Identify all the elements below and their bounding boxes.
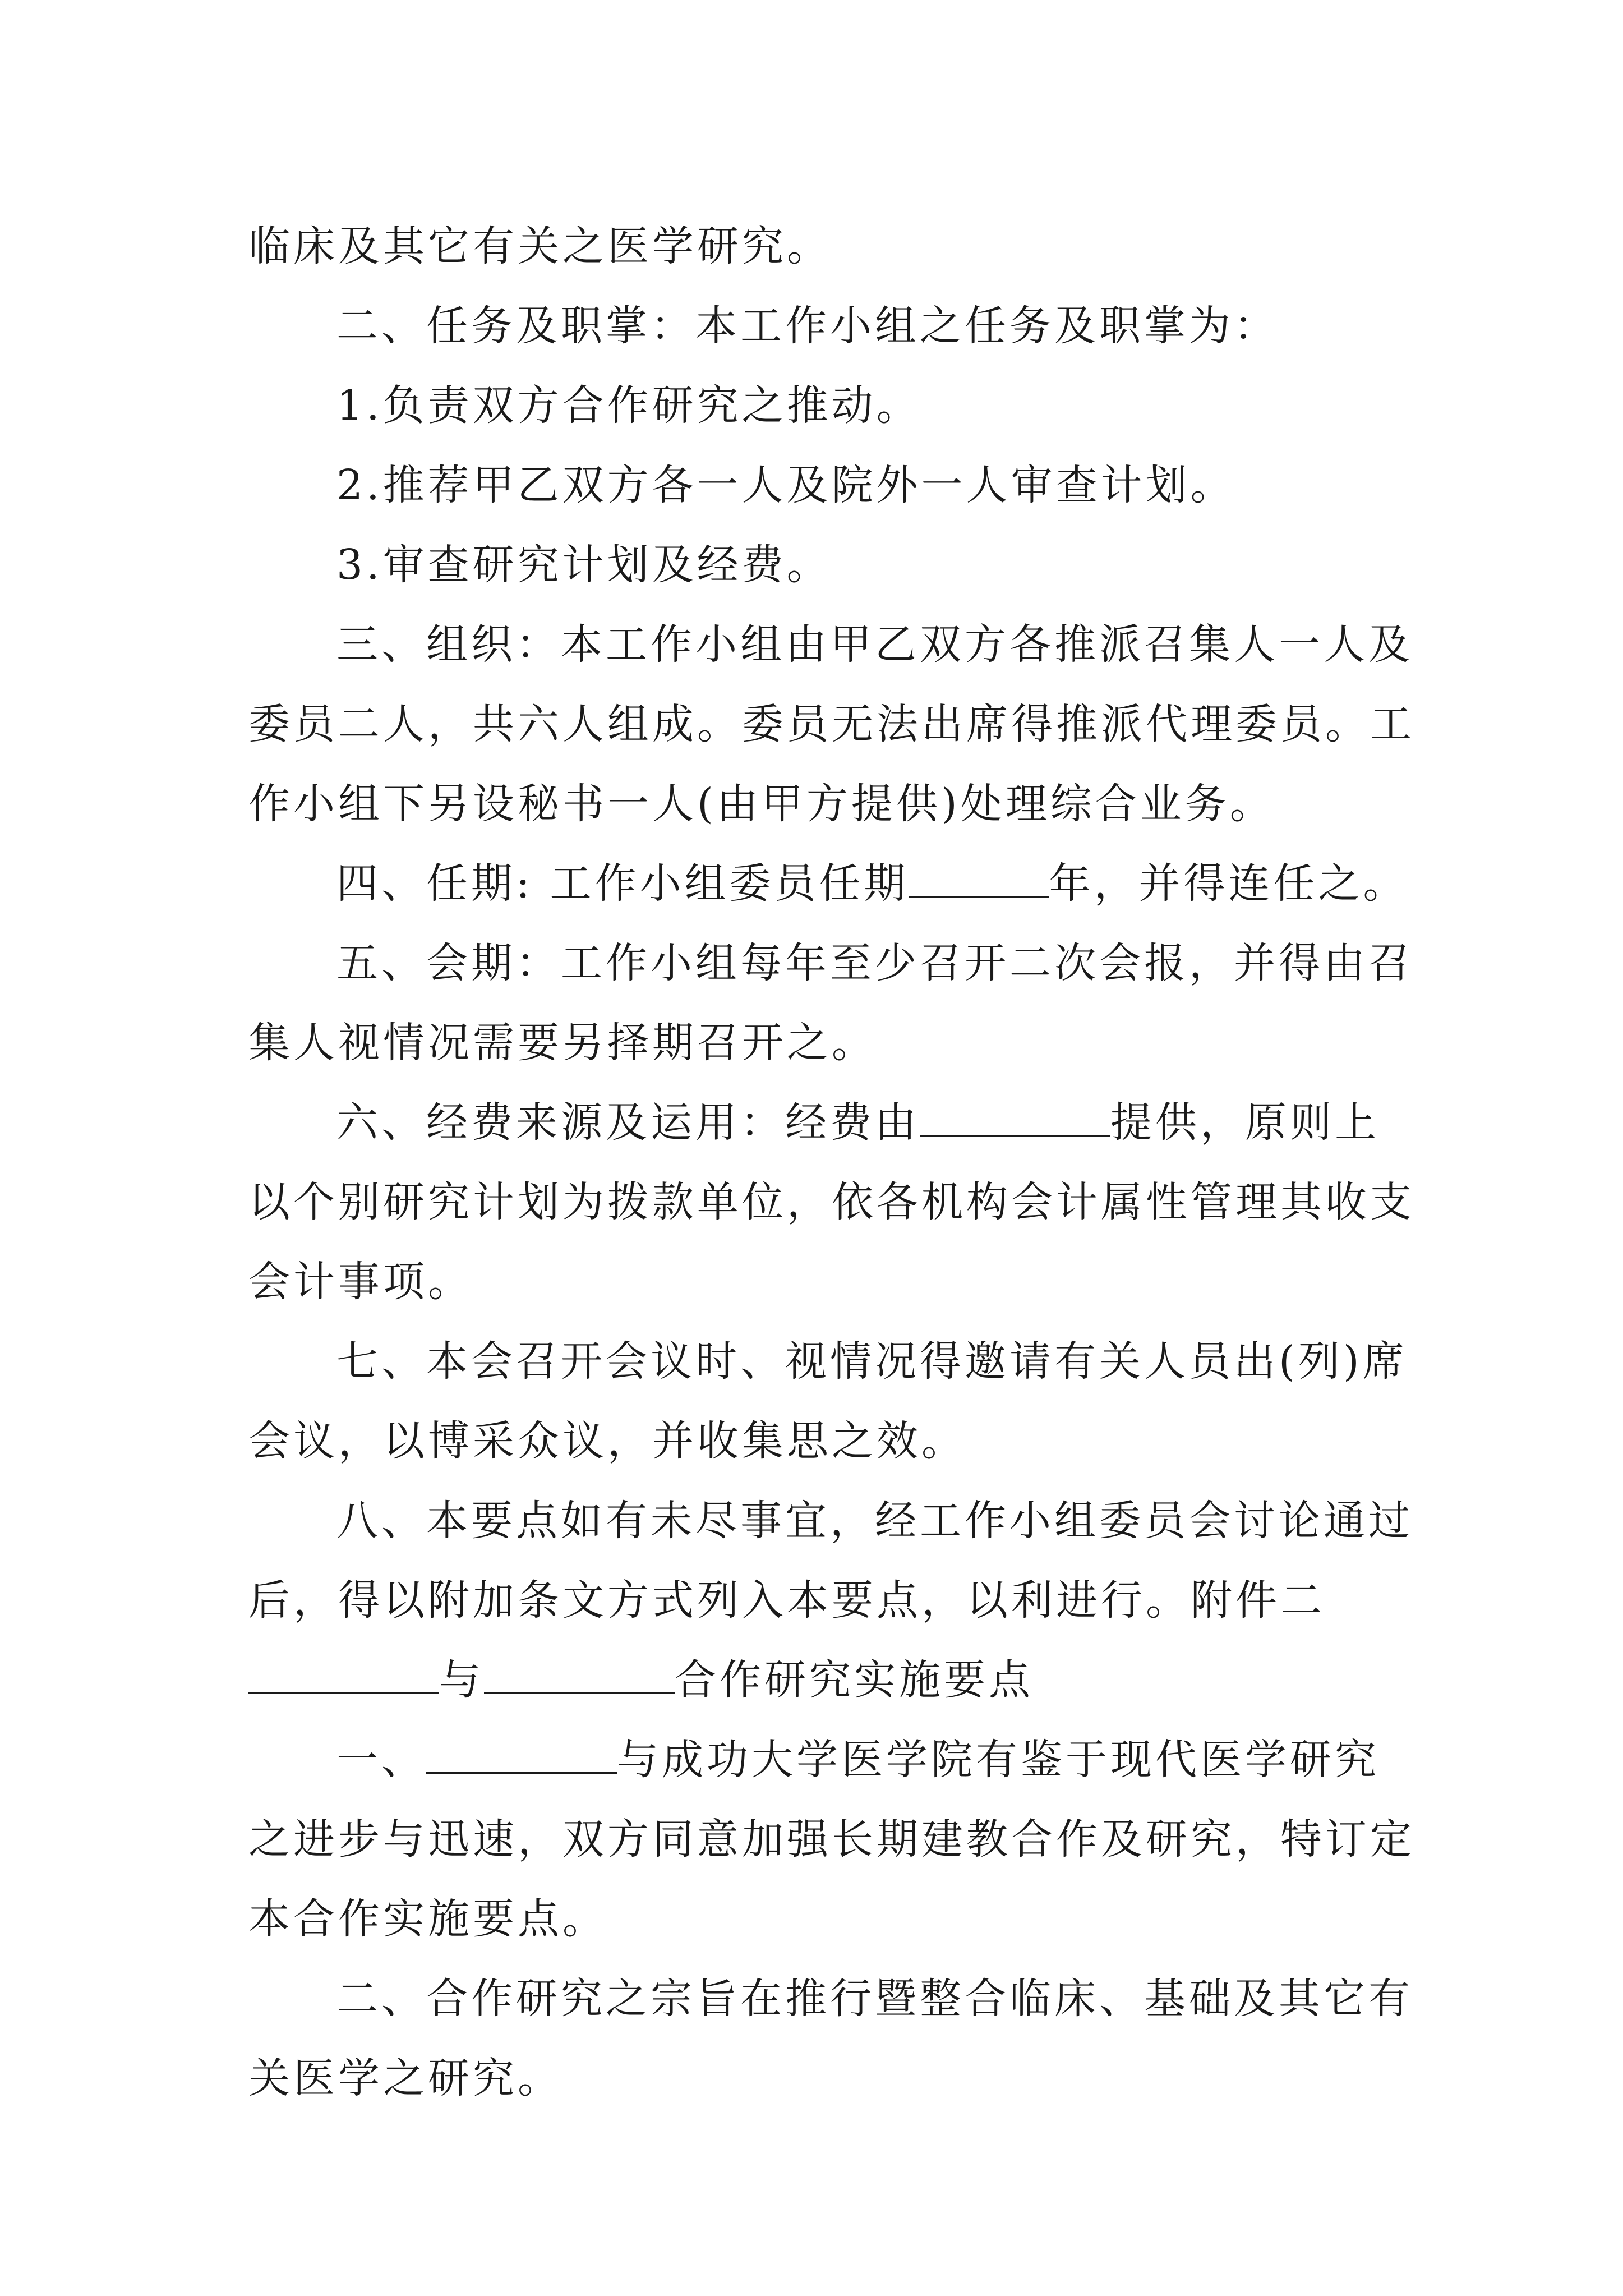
term-suffix: 年，并得连任之。 xyxy=(1049,859,1408,908)
section-term xyxy=(336,850,1481,910)
term-label: 四、任期: 工作小组委员任期 xyxy=(336,859,909,908)
paragraph-line: 后，得以附加条文方式列入本要点，以利进行。附件二 xyxy=(248,1576,1325,1625)
duty-item-2: 2.推荐甲乙双方各一人及院外一人审查计划。 xyxy=(336,461,1235,509)
section-heading-duties: 二、任务及职掌：本工作小组之任务及职掌为： xyxy=(336,302,1279,350)
item-1-text: 与成功大学医学院有鉴于现代医学研究 xyxy=(617,1736,1380,1784)
section-organization: 三、组织：本工作小组由甲乙双方各推派召集人一人及 xyxy=(336,620,1413,669)
term-years-blank xyxy=(909,861,1049,898)
funding-label: 六、经费来源及运用：经费由 xyxy=(336,1098,920,1147)
paragraph-line: 以个别研究计划为拨款单位，依各机构会计属性管理其收支 xyxy=(248,1178,1415,1226)
funding-source-blank xyxy=(920,1100,1110,1137)
paragraph-line: 之进步与迅速，双方同意加强长期建教合作及研究，特订定 xyxy=(248,1815,1415,1864)
party-b-blank xyxy=(484,1658,675,1694)
implementation-item-1 xyxy=(336,1727,1481,1786)
paragraph-line: 集人视情况需要另择期召开之。 xyxy=(248,1019,877,1067)
funding-suffix: 提供，原则上 xyxy=(1110,1098,1380,1147)
implementation-item-2: 二、合作研究之宗旨在推行暨整合临床、基础及其它有 xyxy=(336,1975,1413,2023)
attachment-and: 与 xyxy=(439,1656,484,1704)
paragraph-line: 关医学之研究。 xyxy=(248,2054,562,2102)
party-a-blank xyxy=(248,1658,439,1694)
paragraph-line: 本合作实施要点。 xyxy=(248,1895,607,1943)
duty-item-3: 3.审查研究计划及经费。 xyxy=(336,541,832,589)
section-meetings: 五、会期：工作小组每年至少召开二次会报，并得由召 xyxy=(336,939,1413,987)
paragraph-line: 临床及其它有关之医学研究。 xyxy=(248,222,832,270)
section-funding xyxy=(336,1089,1481,1149)
attachment-title-text: 合作研究实施要点 xyxy=(675,1656,1034,1704)
paragraph-line: 会计事项。 xyxy=(248,1258,473,1306)
item-1-number: 一、 xyxy=(336,1736,426,1784)
attachment-title xyxy=(248,1647,1393,1706)
duty-item-1: 1.负责双方合作研究之推动。 xyxy=(336,381,921,430)
section-meeting-invitation: 七、本会召开会议时、视情况得邀请有关人员出(列)席 xyxy=(336,1337,1408,1386)
paragraph-line: 作小组下另设秘书一人(由甲方提供)处理综合业务。 xyxy=(248,780,1275,828)
paragraph-line: 委员二人，共六人组成。委员无法出席得推派代理委员。工 xyxy=(248,700,1415,748)
paragraph-line: 会议，以博采众议，并收集思之效。 xyxy=(248,1417,966,1465)
institution-blank xyxy=(426,1737,617,1774)
section-supplementary: 八、本要点如有未尽事宜，经工作小组委员会讨论通过 xyxy=(336,1497,1413,1545)
